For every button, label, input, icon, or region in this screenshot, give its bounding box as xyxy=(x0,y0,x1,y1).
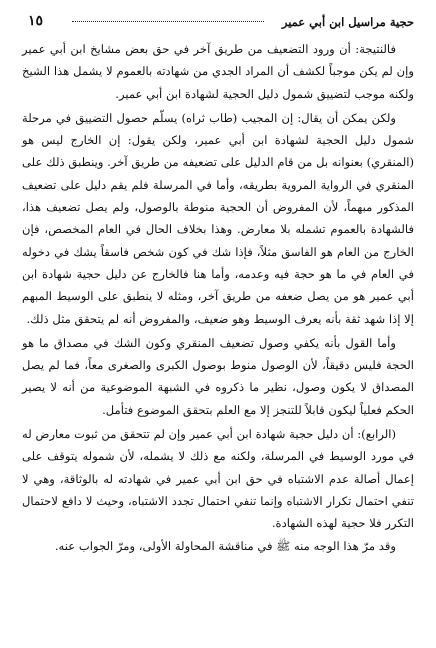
paragraph-closing: وقد مرّ هذا الوجه منه ﷺ في مناقشة المحاولة الأولى، ومرّ الجواب عنه. xyxy=(54,538,396,553)
paragraph-objection: ولكن يمكن أن يقال: إن المجيب (طاب ثراه) يسلّم حصول التضييق في مرحلة شمول دليل الحجية لشهادة ابن أبي عمير، ولكن يقول: إن الخارج ليس هو (المنقري) بعنوانه بل من قام الدليل على تضعيفه من طريق آخر. وينطبق ذلك على المنقري في الرواية المروية بطريقه، وأما في المرسلة فلم يقم دليل على تضعيف المذكور مبهماً، لأن المفروض أن الحجية منوطة بالوصول، ولم يصل تضعيف هذا، فالشهادة بالعموم تشمله بلا معارض. وهذا بخلاف الحال في العام المخصص، فإن الخارج من العام هو الفاسق مثلاً، فإذا شك في كون شخص فاسقاً يشك في دخوله في العام في ما هو حجة فيه وعدمه، وأما هنا فالخارج عن دليل حجية شهادة ابن أبي عمير هو من يصل ضعفه من طريق آخر، ومثله لا ينطبق على الوسيط المبهم إلا إذا شهد ثقة بأنه يعرف الوسيط وهو ضعيف، والمفروض أنه لم يتحقق مثل ذلك. xyxy=(22,110,414,326)
header-dotted-leader xyxy=(72,21,264,22)
paragraph-fourth: (الرابع): أن دليل حجية شهادة ابن أبي عمير وإن لم تتحقق من ثبوت معارض له في مورد الوسيط في المرسلة، ولكنه مع ذلك لا يشمله، لأن شموله يتوقف على إعمال أصالة عدم الاشتباه في حق ابن أبي عمير في شهادته له بالوثاقة، وهي لا تنفي احتمال تكرار الاشتباه وإنما تنفي احتمال تجدد الاشتباه، وحيث لا دافع لاحتمال التكرر فلا حجية لهذه الشهادة. xyxy=(22,427,414,531)
page-body xyxy=(22,38,414,557)
page-header xyxy=(22,13,414,37)
paragraph-conclusion: فالنتيجة: أن ورود التضعيف من طريق آخر في حق بعض مشايخ ابن أبي عمير وإن لم يكن موجباً لكشف أن المراد الجدي من شهادته بالعموم لا يشمل هذا الشيخ ولكنه موجب لتضييق شمول دليل الحجية لشهادة ابن أبي عمير. xyxy=(22,42,414,101)
page-number: ١٥ xyxy=(28,13,44,29)
running-title: حجية مراسيل ابن أبي عمير xyxy=(281,15,414,29)
paragraph-reply: وأما القول بأنه يكفي وصول تضعيف المنقري وكون الشك في مصداق ما هو الحجة فليس دقيقاً، لأن الوصول منوط بوصول الكبرى والصغرى معاً، فما لم يصل المصداق لا يكون وصول، نظير ما ذكروه في الشبهة الموضوعية من أنه لا يصير الحكم فعلياً ليكون قابلاً للتنجز إلا مع العلم بتحقق الموضوع فتأمل. xyxy=(22,335,414,417)
